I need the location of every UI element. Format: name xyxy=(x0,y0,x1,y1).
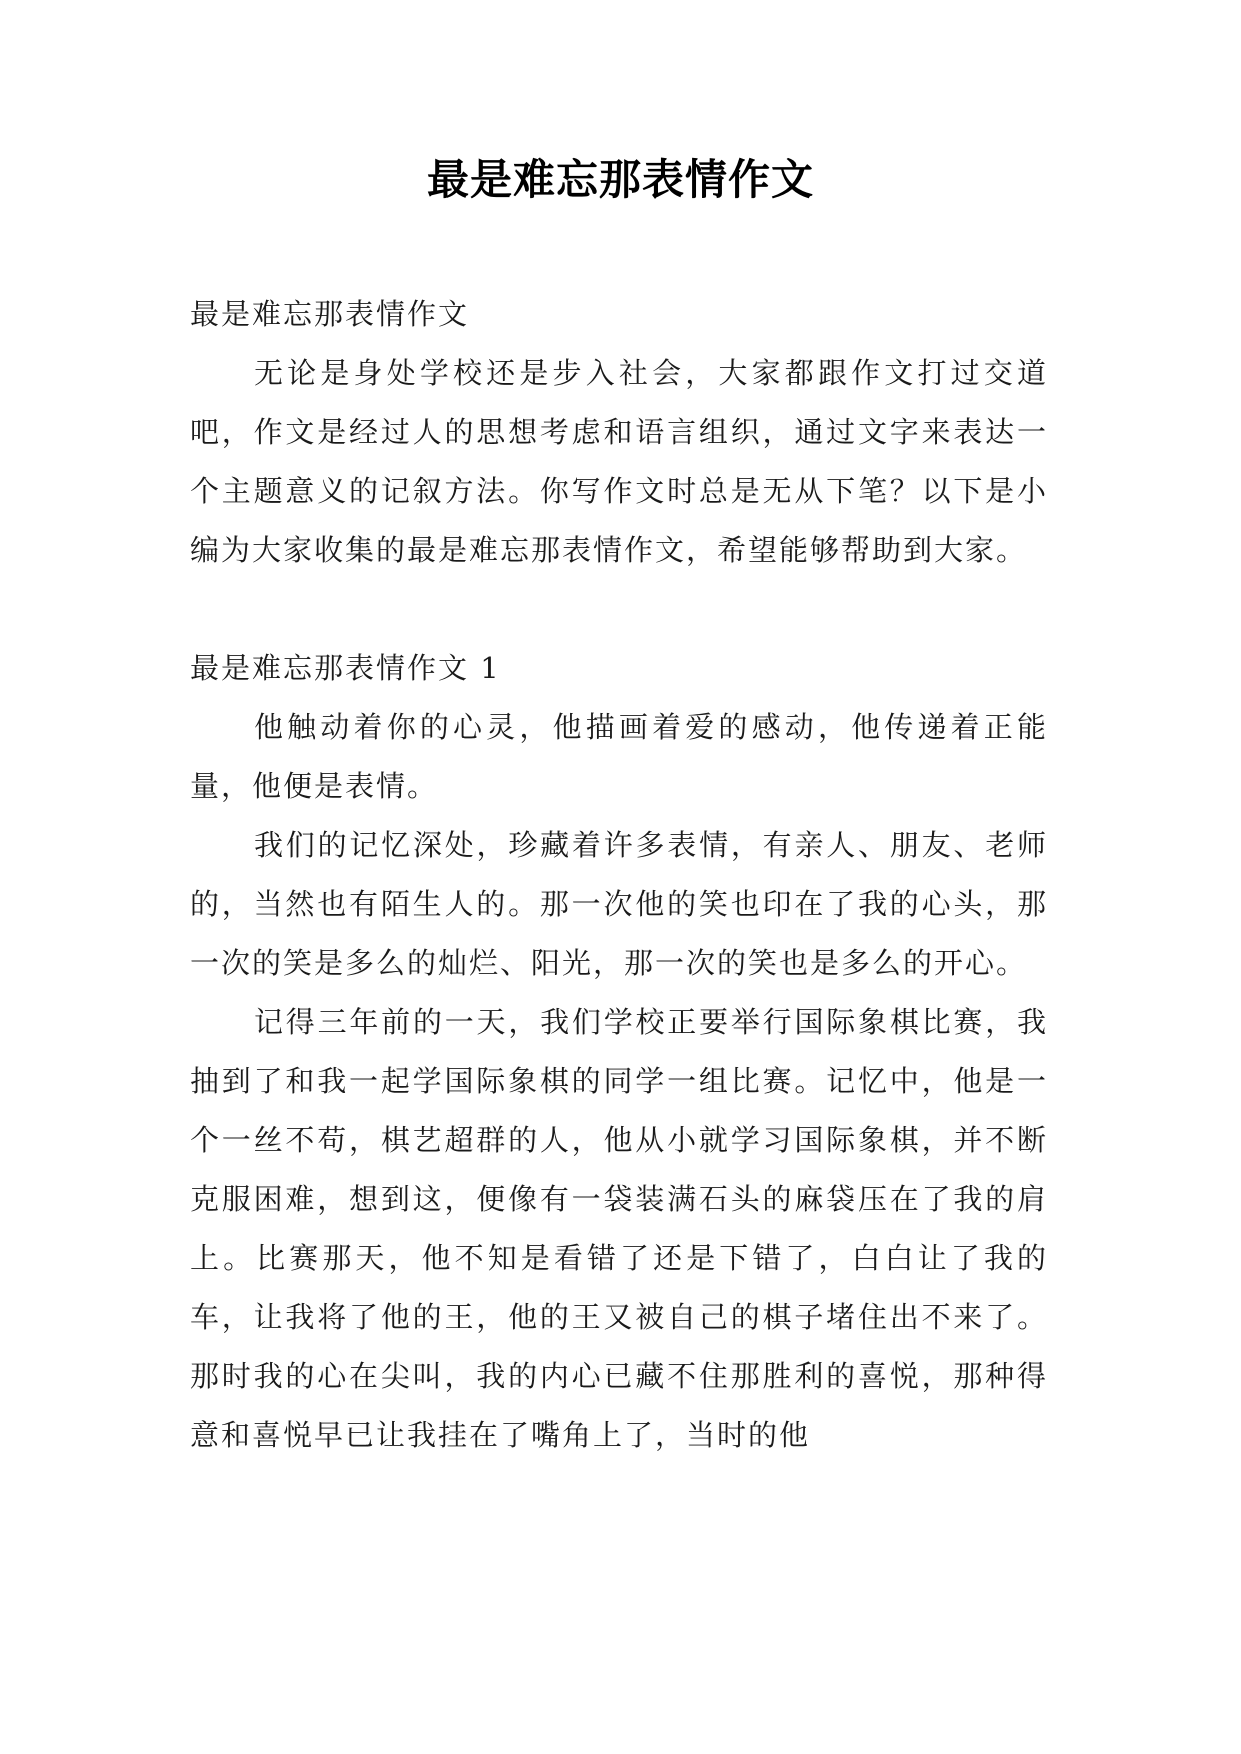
section-heading: 最是难忘那表情作文 1 xyxy=(190,651,501,685)
intro-heading: 最是难忘那表情作文 xyxy=(190,297,470,331)
body-paragraph: 我们的记忆深处，珍藏着许多表情，有亲人、朋友、老师的，当然也有陌生人的。那一次他的笑也印在了我的心头，那一次的笑是多么的灿烂、阳光，那一次的笑也是多么的开心。 xyxy=(190,828,1048,980)
intro-paragraph: 无论是身处学校还是步入社会，大家都跟作文打过交道吧，作文是经过人的思想考虑和语言组织，通过文字来表达一个主题意义的记叙方法。你写作文时总是无从下笔？以下是小编为大家收集的最是难忘那表情作文，希望能够帮助到大家。 xyxy=(190,356,1048,567)
document-title: 最是难忘那表情作文 xyxy=(426,155,814,204)
document-body xyxy=(190,285,1048,1465)
body-paragraph: 记得三年前的一天，我们学校正要举行国际象棋比赛，我抽到了和我一起学国际象棋的同学一组比赛。记忆中，他是一个一丝不苟，棋艺超群的人，他从小就学习国际象棋，并不断克服困难，想到这，便像有一袋装满石头的麻袋压在了我的肩上。比赛那天，他不知是看错了还是下错了，白白让了我的车，让我将了他的王，他的王又被自己的棋子堵住出不来了。那时我的心在尖叫，我的内心已藏不住那胜利的喜悦，那种得意和喜悦早已让我挂在了嘴角上了，当时的他 xyxy=(190,1005,1048,1452)
section-spacer xyxy=(190,580,1048,639)
body-paragraph: 他触动着你的心灵，他描画着爱的感动，他传递着正能量，他便是表情。 xyxy=(190,710,1048,803)
